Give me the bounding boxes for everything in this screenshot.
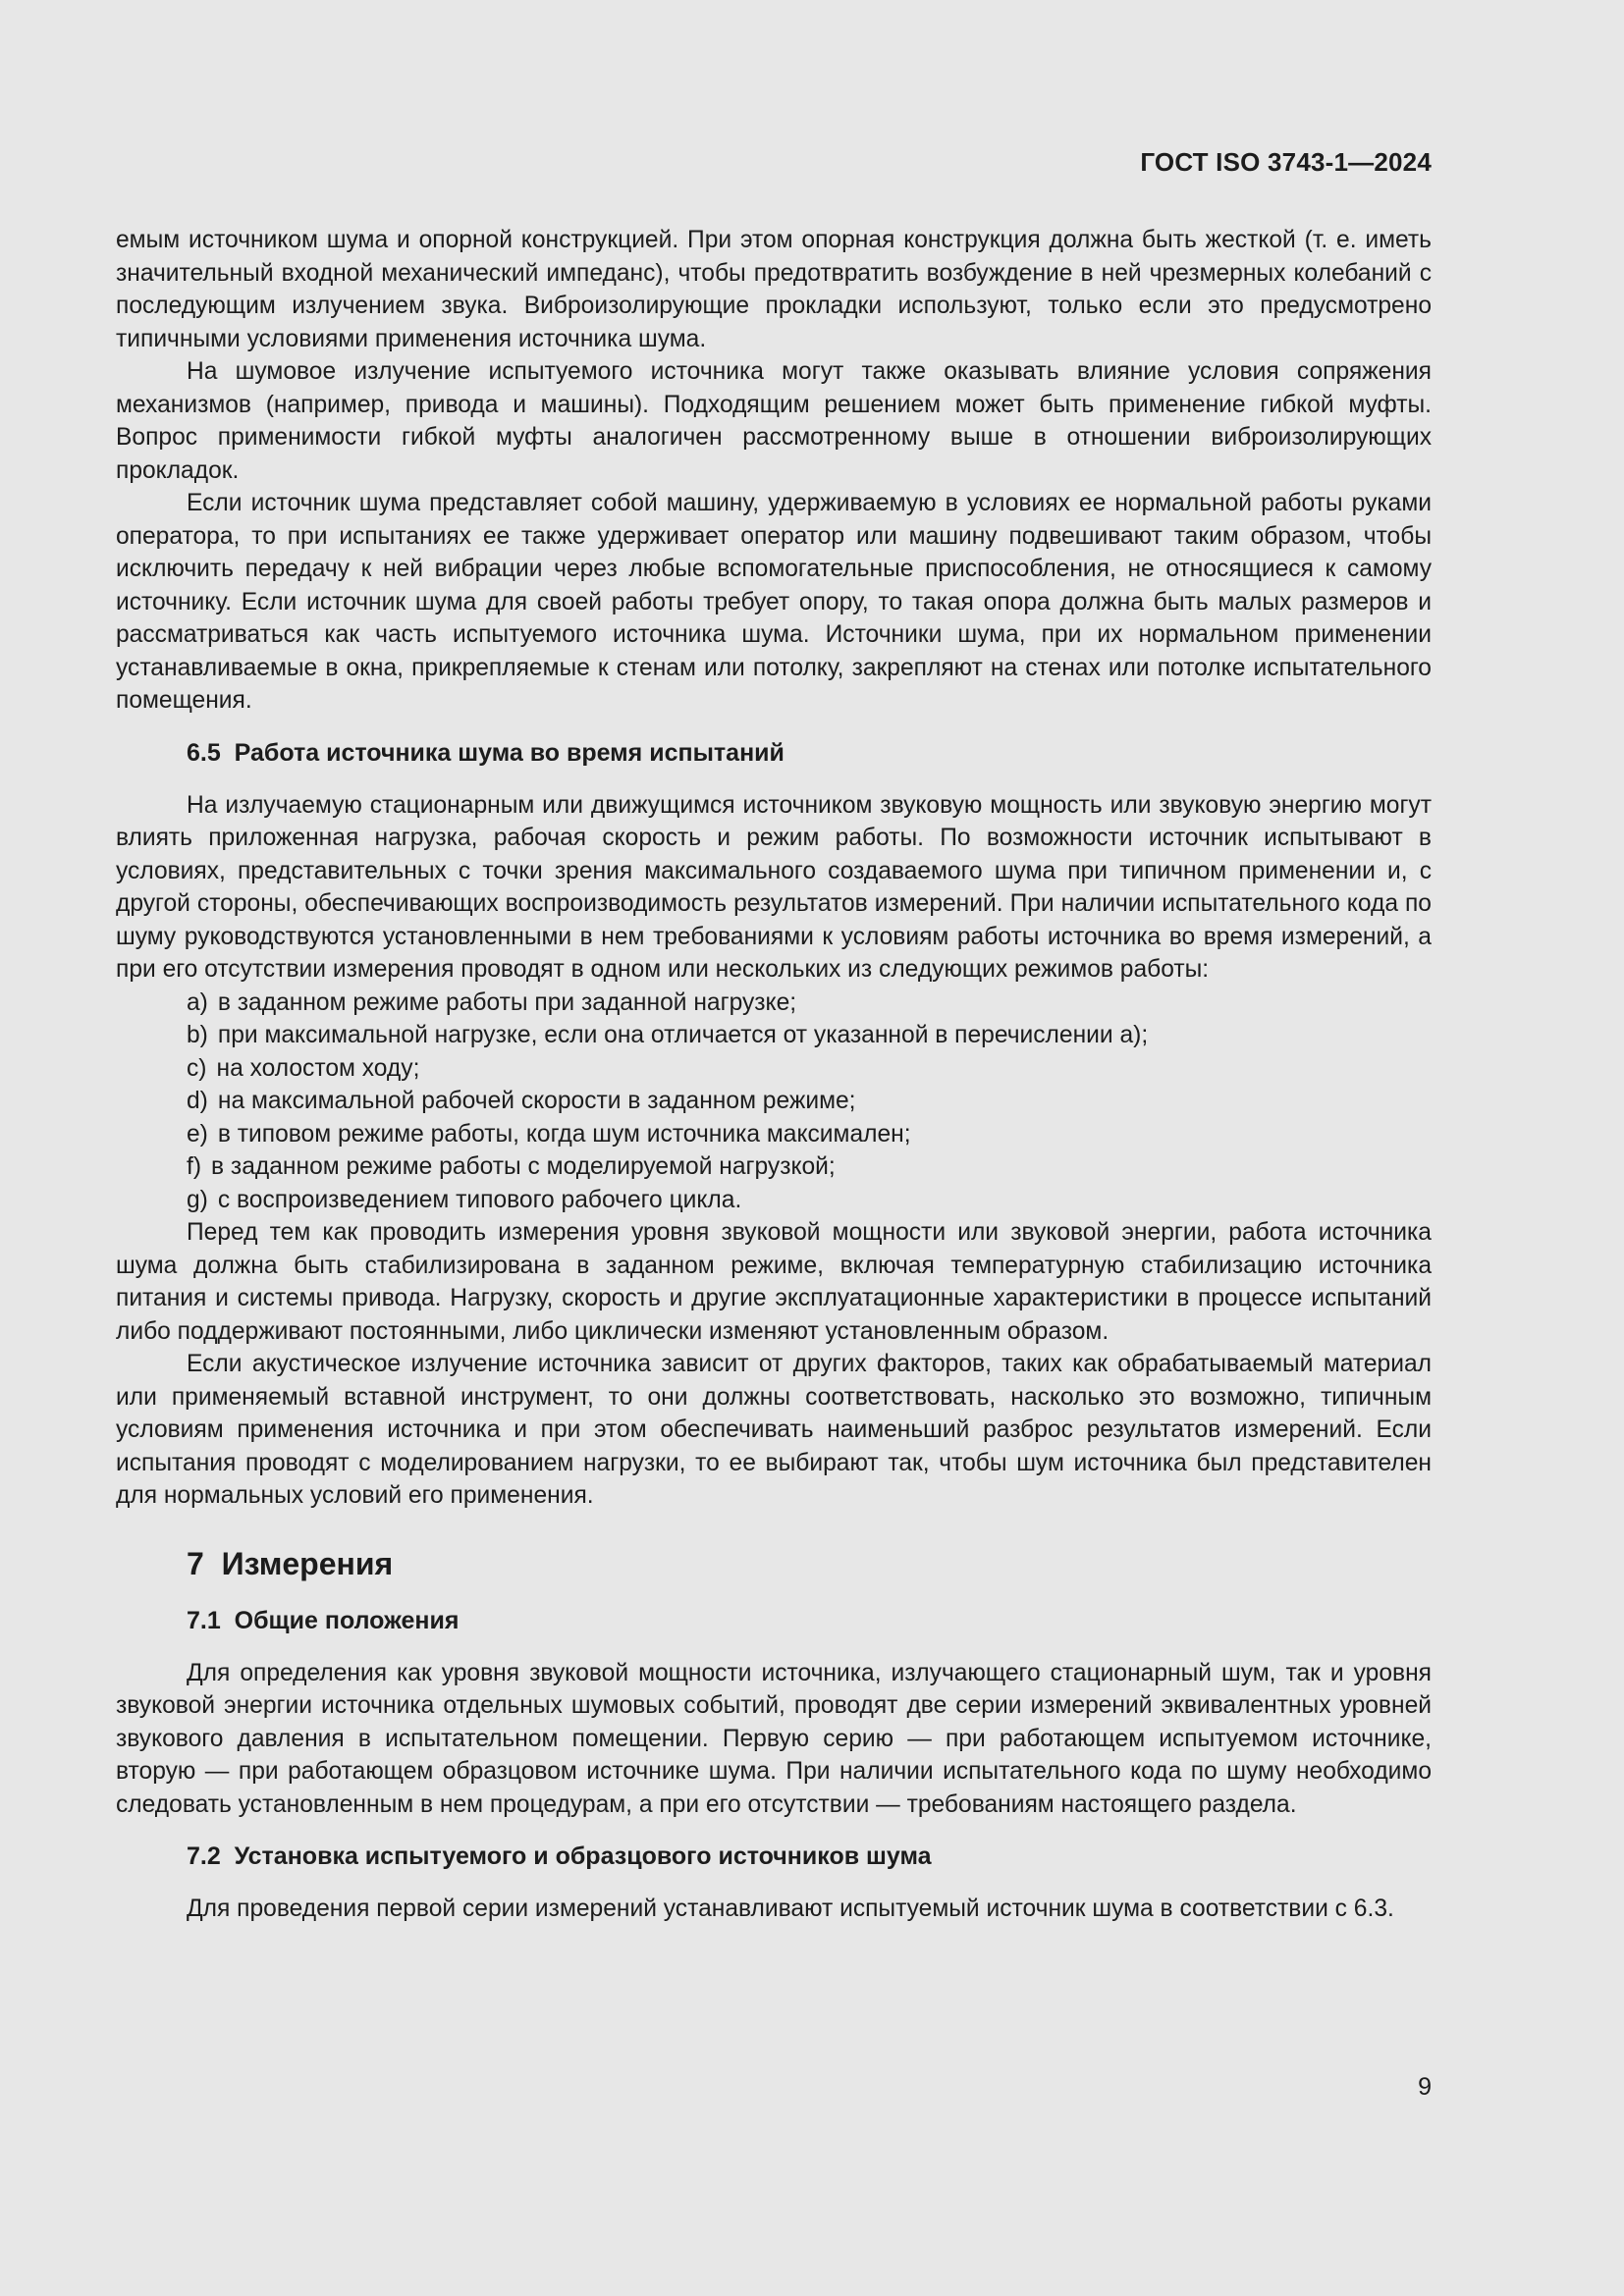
section-number: 6.5	[187, 738, 221, 767]
operating-modes-list	[116, 987, 1432, 1217]
page-content	[116, 224, 1432, 1926]
page-number: 9	[1418, 2073, 1432, 2101]
list-item-label: c)	[187, 1054, 207, 1082]
paragraph: Если акустическое излучение источника зависит от других факторов, таких как обрабатываемый материал или применяемый вставной инструмент, то они должны соответствовать, насколько это возможно, типичным условиям применения источника и при этом обеспечивать наименьший разброс результатов измерений. Если испытания проводят с моделированием нагрузки, то ее выбирают так, чтобы шум источника был представителен для нормальных условий его применения.	[116, 1351, 1432, 1509]
list-item	[187, 1150, 1432, 1184]
section-heading-7	[187, 1544, 1432, 1583]
paragraph: емым источником шума и опорной конструкцией. При этом опорная конструкция должна быть жесткой (т. е. иметь значительный входной механический импеданс), чтобы предотвратить возбуждение в ней чрезмерных колебаний с последующим излучением звука. Виброизолирующие прокладки используют, только если это предусмотрено типичными условиями применения источника шума.	[116, 227, 1432, 352]
list-item-text: на холостом ходу;	[216, 1054, 420, 1082]
list-item	[187, 987, 1432, 1020]
section-heading-7-1	[187, 1605, 1432, 1637]
section-title: Установка испытуемого и образцового источников шума	[234, 1842, 932, 1870]
list-item	[187, 1118, 1432, 1151]
paragraph: На шумовое излучение испытуемого источника могут также оказывать влияние условия сопряжения механизмов (например, привода и машины). Подходящим решением может быть применение гибкой муфты. Вопрос применимости гибкой муфты аналогичен рассмотренному выше в отношении виброизолирующих прокладок.	[116, 358, 1432, 484]
paragraph: Для проведения первой серии измерений устанавливают испытуемый источник шума в соответствии с 6.3.	[187, 1896, 1394, 1922]
paragraph: Перед тем как проводить измерения уровня звуковой мощности или звуковой энергии, работа источника шума должна быть стабилизирована в заданном режиме, включая температурную стабилизацию источника питания и системы привода. Нагрузку, скорость и другие эксплуатационные характеристики в процессе испытаний либо поддерживают постоянными, либо циклически изменяют установленным образом.	[116, 1219, 1432, 1345]
list-item-label: b)	[187, 1022, 208, 1048]
section-title: Общие положения	[234, 1606, 460, 1634]
list-item-text: в заданном режиме работы с моделируемой нагрузкой;	[211, 1153, 836, 1180]
section-heading-6-5	[187, 737, 1432, 770]
paragraph: Если источник шума представляет собой машину, удерживаемую в условиях ее нормальной работы руками оператора, то при испытаниях ее также удерживает оператор или машину подвешивают таким образом, чтобы исключить передачу к ней вибрации через любые вспомогательные приспособления, не относящиеся к самому источнику. Если источник шума для своей работы требует опору, то такая опора должна быть малых размеров и рассматриваться как часть испытуемого источника шума. Источники шума, при их нормальном применении устанавливаемые в окна, прикрепляемые к стенам или потолку, закрепляют на стенах или потолке испытательного помещения.	[116, 490, 1432, 714]
list-item-label: g)	[187, 1186, 208, 1213]
list-item	[187, 1184, 1432, 1217]
section-title: Работа источника шума во время испытаний	[234, 738, 785, 767]
list-item-text: в типовом режиме работы, когда шум источника максимален;	[217, 1120, 911, 1148]
list-item	[187, 1019, 1432, 1052]
section-number: 7.2	[187, 1842, 221, 1870]
section-number: 7	[187, 1545, 204, 1581]
list-item	[187, 1085, 1432, 1118]
list-item-text: с воспроизведением типового рабочего цикла.	[217, 1186, 742, 1213]
section-number: 7.1	[187, 1606, 221, 1634]
list-item-text: на максимальной рабочей скорости в заданном режиме;	[217, 1088, 856, 1114]
document-code-header: ГОСТ ISO 3743-1—2024	[1140, 147, 1432, 177]
section-heading-7-2	[187, 1841, 1432, 1873]
list-item-text: при максимальной нагрузке, если она отличается от указанной в перечислении a);	[217, 1022, 1149, 1048]
list-item-label: f)	[187, 1153, 202, 1180]
list-item	[187, 1052, 1432, 1086]
list-item-label: d)	[187, 1088, 208, 1114]
list-item-label: a)	[187, 988, 208, 1016]
paragraph: На излучаемую стационарным или движущимся источником звуковую мощность или звуковую энергию могут влиять приложенная нагрузка, рабочая скорость и режим работы. По возможности источник испытывают в условиях, представительных с точки зрения максимального создаваемого шума при типичном применении и, с другой стороны, обеспечивающих воспроизводимость результатов измерений. При наличии испытательного кода по шуму руководствуются установленными в нем требованиями к условиям работы источника во время измерений, а при его отсутствии измерения проводят в одном или нескольких из следующих режимов работы:	[116, 791, 1432, 983]
list-item-label: e)	[187, 1120, 208, 1148]
paragraph: Для определения как уровня звуковой мощности источника, излучающего стационарный шум, так и уровня звуковой энергии источника отдельных шумовых событий, проводят две серии измерений эквивалентных уровней звукового давления в испытательном помещении. Первую серию — при работающем испытуемом источнике, вторую — при работающем образцовом источнике шума. При наличии испытательного кода по шуму необходимо следовать установленным в нем процедурам, а при его отсутствии — требованиям настоящего раздела.	[116, 1659, 1432, 1818]
list-item-text: в заданном режиме работы при заданной нагрузке;	[217, 988, 797, 1016]
section-title: Измерения	[221, 1545, 394, 1581]
